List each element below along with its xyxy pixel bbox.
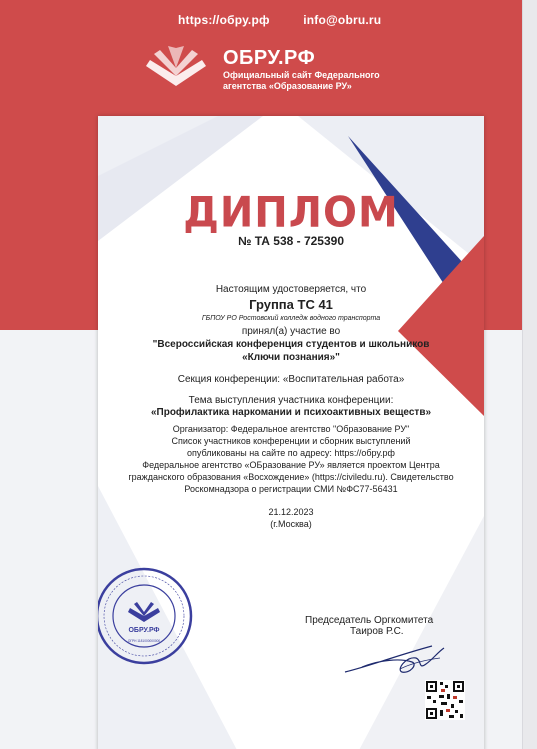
diploma-title: ДИПЛОМ [183,188,399,238]
stamp-ogrn-text: ОГРН 1181000000000 [127,639,161,643]
info-line: гражданского образования «Восхождение» (https://civiledu.ru). Свидетельство [128,472,454,482]
certify-text: Настоящим удостоверяется, что [215,284,367,295]
section-text: Секция конференции: «Воспитательная работа» [177,374,405,385]
info-line: Организатор: Федеральное агентство "Образование РУ" [172,424,410,434]
stamp-center-text: ОБРУ.РФ [128,627,160,634]
info-line: Федеральное агентство «ОБразование РУ» является проектом Центра [142,460,440,470]
brand [140,46,440,106]
open-book-logo-icon [140,46,212,92]
brand-subtitle [223,70,423,92]
topic-label: Тема выступления участника конференции: [188,395,394,406]
brand-subtitle-line: Официальный сайт Федерального [223,70,380,80]
brand-subtitle-line: агентства «Образование РУ» [223,81,352,91]
signer-name: Таиров Р.С. [350,626,404,637]
header-links [178,13,411,27]
brand-name: ОБРУ.РФ [223,47,316,69]
diploma-city: (г.Москва) [270,519,312,529]
info-line: опубликованы на сайте по адресу: https://обру.рф [187,448,395,458]
diploma-number: № ТА 538 - 725390 [237,234,344,248]
diploma-sheet [98,116,484,749]
signer-title: Председатель Оргкомитета [305,615,434,626]
qr-code-icon[interactable] [425,680,465,720]
recipient-name: Группа ТС 41 [249,297,333,312]
seal-stamp-icon [98,566,194,666]
organizer-info [98,423,484,495]
right-frame [522,0,537,749]
diploma-date: 21.12.2023 [268,507,314,517]
email-link[interactable]: info@obru.ru [303,13,382,27]
info-line: Роскомнадзора о регистрации СМИ №ФС77-56431 [184,484,398,494]
site-link[interactable]: https://обру.рф [178,13,270,27]
topic-text: «Профилактика наркомании и психоактивных веществ» [150,407,432,418]
conference-name-line: «Ключи познания»" [242,352,340,363]
signature-icon [340,634,450,679]
institution-name: ГБПОУ РО Ростовский колледж водного транспорта [201,315,381,322]
participated-text: принял(а) участие во [241,326,341,337]
info-line: Список участников конференции и сборник выступлений [171,436,411,446]
conference-name-line: "Всероссийская конференция студентов и школьников [152,339,430,350]
